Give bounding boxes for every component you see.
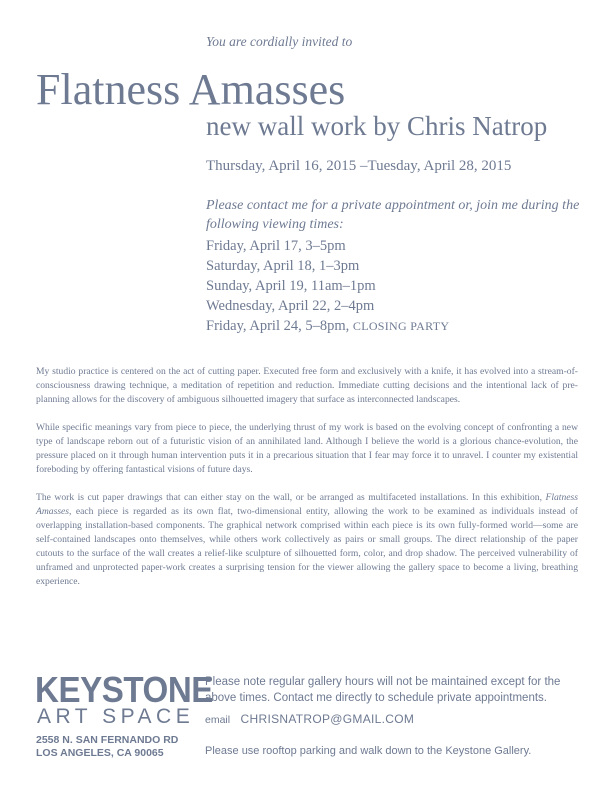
viewing-time-item: [206, 236, 449, 256]
exhibition-title-inline: Flatness Amasses,: [36, 492, 578, 517]
gallery-logo-name: KEYSTONE: [35, 669, 213, 710]
email-line: [205, 710, 414, 728]
viewing-time-text: Wednesday, April 22, 2–4pm: [206, 298, 375, 314]
viewing-time-text: Saturday, April 18, 1–3pm: [206, 258, 360, 274]
statement-paragraph: While specific meanings vary from piece to piece, the underlying thrust of my work is based on the evolving concept of confronting a new type of landscape reborn out of a futuristic vision of an annihilated land. Although I believe the world is a glorious chance-evolution, the pressure placed on it through human intervention puts it in a precarious situation that I fear may force it to unravel. I counter my existential foreboding by offering fantastical visions of future days.: [36, 422, 578, 475]
statement-paragraph: [36, 491, 578, 589]
invite-line: You are cordially invited to: [206, 34, 353, 49]
artist-statement: [36, 365, 578, 603]
parking-note: Please use rooftop parking and walk down to the Keystone Gallery.: [205, 745, 532, 757]
statement-paragraph: My studio practice is centered on the act of cutting paper. Executed free form and exclusively with a knife, it has evolved into a stream-of-consciousness drawing technique, a meditation of repetition and reduction. Immediate cutting decisions and the intentional lack of pre-planning allows for the discovery of ambiguous silhouetted imagery that surface as interconnected landscapes.: [36, 366, 578, 405]
viewing-times-list: [206, 236, 449, 336]
gallery-address: [36, 734, 178, 760]
email-label: email: [205, 714, 231, 726]
viewing-time-item: [206, 316, 449, 336]
viewing-time-text: Sunday, April 19, 11am–1pm: [206, 278, 376, 294]
closing-party-label: CLOSING PARTY: [352, 319, 450, 333]
address-line: 2558 N. SAN FERNANDO RD: [36, 734, 179, 746]
statement-text: The work is cut paper drawings that can either stay on the wall, or be arranged as multifaceted installations. In this exhibition,: [36, 492, 546, 503]
email-link[interactable]: CHRISNATROP@GMAIL.COM: [240, 712, 415, 726]
exhibition-title: Flatness Amasses: [36, 65, 346, 114]
gallery-hours-note: Please note regular gallery hours will not be maintained except for the above times. Contact me directly to schedule private appointments.: [205, 676, 561, 704]
contact-note: Please contact me for a private appointment or, join me during the following viewing times:: [206, 198, 580, 232]
address-line: LOS ANGELES, CA 90065: [36, 747, 164, 759]
viewing-time-item: [206, 296, 449, 316]
exhibition-subtitle: new wall work by Chris Natrop: [206, 111, 548, 141]
viewing-time-text: Friday, April 17, 3–5pm: [206, 238, 346, 254]
viewing-time-item: [206, 256, 449, 276]
exhibition-dates: Thursday, April 16, 2015 –Tuesday, April 28, 2015: [206, 158, 512, 174]
viewing-time-text: Friday, April 24, 5–8pm,: [206, 318, 353, 334]
statement-text: each piece is regarded as its own flat, two-dimensional entity, allowing the work to be examined as individuals instead of overlapping installation-based components. The graphical network comprised within each piece is its own fully-formed world—some are self-contained landscapes onto themselves, while others work collectively as pairs or small groups. The direct relationship of the paper cutouts to the surface of the wall creates a relief-like sculpture of silhouetted form, color, and drop shadow. The perceived vulnerability of unframed and unprotected paper-work creates a surprising tension for the viewer allowing the gallery space to become a living, breathing experience.: [36, 506, 578, 587]
viewing-time-item: [206, 276, 449, 296]
gallery-logo-tagline: ART SPACE: [37, 705, 195, 728]
